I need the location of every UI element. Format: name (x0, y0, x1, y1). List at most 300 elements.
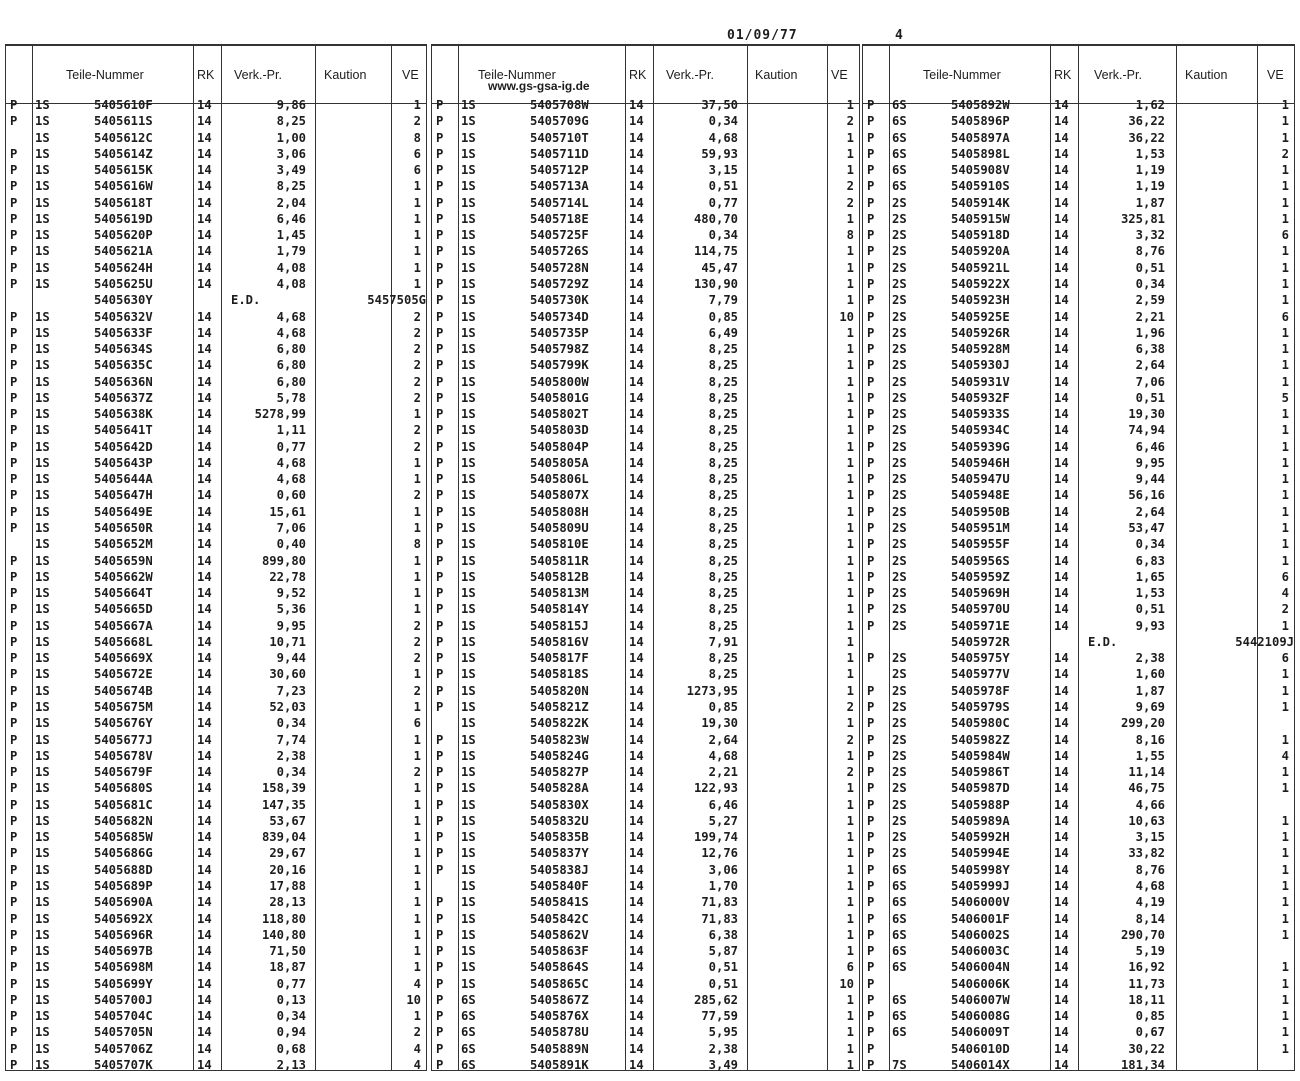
ve-cell: 1 (1281, 98, 1289, 112)
series-cell: 1S (461, 699, 476, 714)
price-cell: 6,46 (708, 797, 738, 812)
price-cell: 0,51 (1135, 602, 1165, 617)
price-cell: 19,30 (701, 716, 738, 731)
part-number-cell: 5405712P (530, 163, 589, 178)
rk-cell: 14 (197, 228, 212, 243)
series-cell: 1S (35, 944, 50, 959)
rk-cell: 14 (1054, 748, 1069, 763)
series-cell: 1S (461, 830, 476, 845)
price-cell: 5,27 (708, 813, 738, 828)
flag-cell: P (10, 1025, 18, 1040)
flag-cell: P (10, 667, 18, 682)
ve-cell: 2 (413, 390, 421, 405)
series-cell: 1S (35, 309, 50, 324)
series-cell: 1S (35, 651, 50, 666)
rk-cell: 14 (629, 976, 644, 991)
series-cell: 1S (35, 1057, 50, 1072)
ve-cell: 10 (406, 992, 421, 1007)
ve-cell: 4 (413, 1057, 421, 1072)
series-cell: 1S (35, 911, 50, 926)
ve-cell: 1 (1281, 895, 1289, 910)
ve-cell: 2 (413, 683, 421, 698)
price-cell: 5,36 (276, 602, 306, 617)
rk-cell: 14 (629, 618, 644, 633)
ve-cell: 1 (413, 781, 421, 796)
ve-cell: 1 (1281, 211, 1289, 226)
ve-cell: 4 (413, 976, 421, 991)
flag-cell: P (867, 130, 875, 145)
table-row (6, 976, 426, 992)
rk-cell: 14 (629, 1025, 644, 1040)
ve-cell: 2 (413, 618, 421, 633)
table-row (432, 894, 859, 910)
flag-cell: P (10, 911, 18, 926)
part-number-cell: 5405955F (951, 537, 1010, 552)
price-cell: 9,93 (1135, 618, 1165, 633)
series-cell: 1S (35, 146, 50, 161)
ve-cell: 1 (413, 211, 421, 226)
table-row (863, 1024, 1294, 1040)
ve-cell: 1 (413, 748, 421, 763)
rk-cell: 14 (1054, 228, 1069, 243)
ve-cell: 1 (1281, 683, 1289, 698)
part-number-cell: 5405699Y (94, 976, 153, 991)
table-row (432, 715, 859, 731)
table-row (432, 536, 859, 552)
flag-cell: P (10, 846, 18, 861)
ve-cell: 2 (413, 342, 421, 357)
series-cell: 2S (892, 748, 907, 763)
table-row (432, 862, 859, 878)
part-number-cell: 5405802T (530, 407, 589, 422)
table-row (432, 292, 859, 308)
series-cell: 1S (461, 98, 476, 112)
series-cell: 1S (35, 862, 50, 877)
ve-cell: 1 (1281, 813, 1289, 828)
flag-cell: P (10, 325, 18, 340)
series-cell: 1S (35, 472, 50, 487)
price-cell: 8,16 (1135, 732, 1165, 747)
series-cell: 1S (461, 862, 476, 877)
rk-cell: 14 (197, 179, 212, 194)
part-number-cell: 5405811R (530, 553, 589, 568)
flag-cell: P (867, 699, 875, 714)
ve-cell: 1 (1281, 862, 1289, 877)
ve-cell: 1 (846, 504, 854, 519)
rk-cell: 14 (1054, 325, 1069, 340)
rk-cell: 14 (197, 569, 212, 584)
table-row (863, 390, 1294, 406)
rk-cell: 14 (1054, 976, 1069, 991)
rk-cell: 14 (629, 765, 644, 780)
ve-cell: 2 (413, 423, 421, 438)
series-cell: 2S (892, 293, 907, 308)
part-number-cell: 5406000V (951, 895, 1010, 910)
price-cell: 5278,99 (254, 407, 306, 422)
table-row (6, 601, 426, 617)
rk-cell: 14 (1054, 276, 1069, 291)
rk-cell: 14 (1054, 423, 1069, 438)
price-cell: 0,51 (708, 179, 738, 194)
rk-cell: 14 (629, 1041, 644, 1056)
ve-cell: 2 (1281, 146, 1289, 161)
part-number-cell: 5405982Z (951, 732, 1010, 747)
table-row (863, 325, 1294, 341)
part-number-cell: 5405718E (530, 211, 589, 226)
series-cell: 1S (35, 553, 50, 568)
table-row (6, 764, 426, 780)
price-cell: 5,87 (708, 944, 738, 959)
flag-cell: P (10, 455, 18, 470)
part-number-cell: 5405649E (94, 504, 153, 519)
price-cell: 2,21 (1135, 309, 1165, 324)
rk-cell: 14 (1054, 146, 1069, 161)
rk-cell: 14 (629, 911, 644, 926)
flag-cell: P (436, 276, 444, 291)
ve-cell: 1 (846, 146, 854, 161)
rk-cell: 14 (1054, 683, 1069, 698)
table-row (6, 243, 426, 259)
part-number-cell: 5405865C (530, 976, 589, 991)
ve-cell: 1 (1281, 960, 1289, 975)
ve-cell: 2 (413, 488, 421, 503)
table-row (863, 195, 1294, 211)
flag-cell: P (436, 944, 444, 959)
part-number-cell: 5405959Z (951, 569, 1010, 584)
part-number-cell: 5405820N (530, 683, 589, 698)
table-row (6, 666, 426, 682)
flag-cell: P (867, 309, 875, 324)
series-cell: 6S (892, 911, 907, 926)
part-number-cell: 5405704C (94, 1009, 153, 1024)
flag-cell: P (867, 732, 875, 747)
rk-cell: 14 (629, 634, 644, 649)
ve-cell: 1 (1281, 455, 1289, 470)
rk-cell: 14 (629, 358, 644, 373)
series-cell: 6S (461, 1025, 476, 1040)
ve-cell: 1 (846, 667, 854, 682)
series-cell: 1S (461, 651, 476, 666)
part-number-cell: 5405975Y (951, 651, 1010, 666)
rk-cell: 14 (197, 830, 212, 845)
series-cell: 1S (35, 325, 50, 340)
price-cell: 10,71 (269, 634, 306, 649)
flag-cell: P (436, 830, 444, 845)
table-row (863, 748, 1294, 764)
ve-cell: 1 (846, 781, 854, 796)
table-row (432, 195, 859, 211)
rk-cell: 14 (197, 455, 212, 470)
table-row (6, 130, 426, 146)
flag-cell: P (867, 683, 875, 698)
series-cell: 1S (461, 618, 476, 633)
ve-cell: 8 (413, 537, 421, 552)
watermark-url: www.gs-gsa-ig.de (488, 79, 590, 93)
rk-cell: 14 (197, 374, 212, 389)
series-cell: 1S (35, 179, 50, 194)
price-cell: E.D. (231, 293, 261, 308)
price-cell: 1,53 (1135, 146, 1165, 161)
ve-cell: 2 (413, 439, 421, 454)
price-cell: 0,60 (276, 488, 306, 503)
part-number-cell: 5405690A (94, 895, 153, 910)
series-cell: 6S (892, 895, 907, 910)
series-cell: 6S (892, 1009, 907, 1024)
ve-cell: 1 (1281, 342, 1289, 357)
ve-cell: 1 (846, 358, 854, 373)
price-cell: 299,20 (1120, 716, 1165, 731)
rk-cell: 14 (197, 862, 212, 877)
ve-cell: 2 (846, 195, 854, 210)
part-number-cell: 5405611S (94, 114, 153, 129)
flag-cell: P (867, 472, 875, 487)
series-cell: 1S (461, 455, 476, 470)
part-number-cell: 5405804P (530, 439, 589, 454)
rk-cell: 14 (197, 602, 212, 617)
ve-cell: 2 (413, 634, 421, 649)
deposit-cell: 5442109J (1235, 634, 1294, 649)
price-cell: 0,77 (276, 439, 306, 454)
rk-cell: 14 (629, 114, 644, 129)
part-number-cell: 5405817F (530, 651, 589, 666)
flag-cell: P (436, 211, 444, 226)
price-cell: 11,73 (1128, 976, 1165, 991)
flag-cell: P (436, 1057, 444, 1072)
rk-cell: 14 (197, 211, 212, 226)
ve-cell: 1 (413, 455, 421, 470)
flag-cell: P (867, 228, 875, 243)
series-cell: 1S (461, 683, 476, 698)
series-cell: 1S (461, 634, 476, 649)
series-cell: 6S (892, 862, 907, 877)
part-number-cell: 5406002S (951, 927, 1010, 942)
part-number-cell: 5405638K (94, 407, 153, 422)
series-cell: 1S (35, 276, 50, 291)
part-number-cell: 5405908V (951, 163, 1010, 178)
flag-cell: P (436, 602, 444, 617)
table-row (863, 292, 1294, 308)
part-number-cell: 5405669X (94, 651, 153, 666)
series-cell: 1S (461, 748, 476, 763)
ve-cell: 1 (846, 98, 854, 112)
table-row (863, 976, 1294, 992)
table-row (863, 585, 1294, 601)
part-number-cell: 5405969H (951, 586, 1010, 601)
series-cell: 2S (892, 716, 907, 731)
series-cell: 1S (35, 797, 50, 812)
part-number-cell: 5405705N (94, 1025, 153, 1040)
rk-cell: 14 (197, 960, 212, 975)
price-cell: 8,76 (1135, 862, 1165, 877)
price-cell: 0,34 (276, 1009, 306, 1024)
part-number-cell: 5405621A (94, 244, 153, 259)
table-row (863, 162, 1294, 178)
rk-cell: 14 (1054, 586, 1069, 601)
table-row (863, 894, 1294, 910)
table-row (6, 911, 426, 927)
part-number-cell: 5405637Z (94, 390, 153, 405)
flag-cell: P (867, 569, 875, 584)
rk-cell: 14 (629, 748, 644, 763)
ve-cell: 1 (413, 228, 421, 243)
table-row (6, 992, 426, 1008)
header-price: Verk.-Pr. (666, 68, 714, 82)
rk-cell: 14 (1054, 1057, 1069, 1072)
price-cell: 0,34 (1135, 276, 1165, 291)
rk-cell: 14 (629, 813, 644, 828)
table-row (432, 797, 859, 813)
ve-cell: 1 (846, 602, 854, 617)
ve-cell: 1 (846, 862, 854, 877)
price-cell: 6,80 (276, 342, 306, 357)
rk-cell: 14 (197, 407, 212, 422)
rk-cell: 14 (1054, 878, 1069, 893)
price-cell: 45,47 (701, 260, 738, 275)
price-cell: 5,78 (276, 390, 306, 405)
flag-cell: P (436, 553, 444, 568)
price-cell: 8,25 (708, 358, 738, 373)
part-number-cell: 5405950B (951, 504, 1010, 519)
flag-cell: P (436, 797, 444, 812)
part-number-cell: 5405709G (530, 114, 589, 129)
flag-cell: P (867, 944, 875, 959)
flag-cell: P (10, 146, 18, 161)
price-cell: 8,25 (708, 504, 738, 519)
flag-cell: P (867, 342, 875, 357)
table-row (6, 780, 426, 796)
price-cell: 130,90 (693, 276, 738, 291)
ve-cell: 1 (1281, 553, 1289, 568)
flag-cell: P (10, 895, 18, 910)
ve-cell: 1 (1281, 846, 1289, 861)
flag-cell: P (436, 862, 444, 877)
rk-cell: 14 (1054, 537, 1069, 552)
rk-cell: 14 (1054, 211, 1069, 226)
flag-cell: P (867, 211, 875, 226)
table-row (432, 732, 859, 748)
price-cell: 8,25 (708, 342, 738, 357)
table-row (6, 650, 426, 666)
series-cell: 2S (892, 586, 907, 601)
rk-cell: 14 (197, 944, 212, 959)
part-number-cell: 5405978F (951, 683, 1010, 698)
part-number-cell: 5405972R (951, 634, 1010, 649)
part-number-cell: 5405956S (951, 553, 1010, 568)
table-row (432, 178, 859, 194)
price-cell: 290,70 (1120, 927, 1165, 942)
series-cell: 2S (892, 211, 907, 226)
price-cell: 1,65 (1135, 569, 1165, 584)
ve-cell: 1 (846, 797, 854, 812)
rk-cell: 14 (1054, 830, 1069, 845)
part-number-cell: 5405816V (530, 634, 589, 649)
series-cell: 2S (892, 602, 907, 617)
table-row (863, 797, 1294, 813)
table-row (432, 504, 859, 520)
ve-cell: 1 (846, 472, 854, 487)
ve-cell: 6 (413, 146, 421, 161)
ve-cell: 1 (413, 699, 421, 714)
rk-cell: 14 (197, 781, 212, 796)
series-cell: 6S (892, 944, 907, 959)
price-cell: 6,83 (1135, 553, 1165, 568)
rk-cell: 14 (629, 439, 644, 454)
series-cell: 1S (35, 504, 50, 519)
price-cell: 0,85 (708, 309, 738, 324)
rk-cell: 14 (197, 732, 212, 747)
table-row (432, 976, 859, 992)
part-number-cell: 5405714L (530, 195, 589, 210)
part-number-cell: 5405632V (94, 309, 153, 324)
ve-cell: 2 (413, 765, 421, 780)
table-row (863, 943, 1294, 959)
flag-cell: P (10, 309, 18, 324)
rk-cell: 14 (629, 195, 644, 210)
rk-cell: 14 (197, 309, 212, 324)
flag-cell: P (436, 325, 444, 340)
price-cell: 8,25 (708, 553, 738, 568)
price-cell: 6,38 (708, 927, 738, 942)
flag-cell: P (10, 797, 18, 812)
flag-cell: P (867, 244, 875, 259)
ve-cell: 2 (846, 765, 854, 780)
table-row (863, 618, 1294, 634)
rk-cell: 14 (1054, 358, 1069, 373)
part-number-cell: 5406014X (951, 1057, 1010, 1072)
ve-cell: 1 (846, 244, 854, 259)
series-cell: 1S (35, 976, 50, 991)
price-cell: 0,51 (708, 976, 738, 991)
rk-cell: 14 (629, 716, 644, 731)
table-row (863, 780, 1294, 796)
part-number-cell: 5405647H (94, 488, 153, 503)
flag-cell: P (436, 179, 444, 194)
rk-cell: 14 (629, 992, 644, 1007)
flag-cell: P (10, 98, 18, 112)
rk-cell: 14 (1054, 374, 1069, 389)
table-row (6, 634, 426, 650)
ve-cell: 1 (846, 276, 854, 291)
part-number-cell: 5405634S (94, 342, 153, 357)
table-row (432, 113, 859, 129)
price-cell: 4,08 (276, 260, 306, 275)
series-cell: 1S (461, 163, 476, 178)
ve-cell: 1 (1281, 521, 1289, 536)
rk-cell: 14 (629, 781, 644, 796)
series-cell: 1S (461, 358, 476, 373)
part-number-cell: 5405986T (951, 765, 1010, 780)
flag-cell: P (436, 504, 444, 519)
price-cell: 1,55 (1135, 748, 1165, 763)
rk-cell: 14 (1054, 293, 1069, 308)
ve-cell: 6 (1281, 569, 1289, 584)
price-cell: 8,25 (708, 618, 738, 633)
series-cell: 6S (892, 130, 907, 145)
table-row (863, 878, 1294, 894)
rk-cell: 14 (197, 521, 212, 536)
price-cell: 9,52 (276, 586, 306, 601)
price-cell: 53,67 (269, 813, 306, 828)
series-cell: 6S (892, 1025, 907, 1040)
rk-cell: 14 (197, 423, 212, 438)
part-number-cell: 5405624H (94, 260, 153, 275)
ve-cell: 1 (846, 293, 854, 308)
table-row (6, 178, 426, 194)
flag-cell: P (10, 358, 18, 373)
rk-cell: 14 (197, 504, 212, 519)
ve-cell: 2 (846, 179, 854, 194)
rk-cell: 14 (197, 342, 212, 357)
